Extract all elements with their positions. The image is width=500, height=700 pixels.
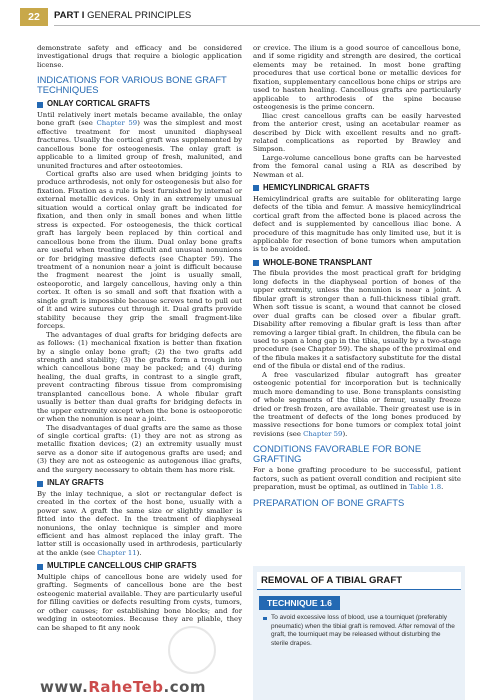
paragraph: Iliac crest cancellous grafts can be easily harvested from the anterior crest, using an acetabular reamer as described by Dick with excellent results and no graft-related complications as reported by Brawley and Simpson. xyxy=(253,111,461,154)
square-bullet-icon xyxy=(253,260,259,266)
paragraph: Cortical grafts also are used when bridging joints to produce arthrodesis, not only for osteogenesis but also for fixation. Fixation as a rule is best furnished by internal or external metallic devices. Only in an extremely unusual situation would a cortical onlay graft be indicated for fixation, and then only in small bones and when little stress is expected. For osteogenesis, the thick cortical graft has largely been replaced by thin cortical and cancellous bone from the ilium. Dual onlay bone grafts are useful when treating difficult and unusual nonunions or for bridging massive defects (see Chapter 59). The treatment of a nonunion near a joint is difficult because the fragment nearest the joint is usually small, osteoporotic, and largely cancellous, having only a thin cortex. It often is so small and soft that fixation with a single graft is impossible because screws tend to pull out of it and wire sutures cut through it. Dual grafts provide stability because they grip the small fragment-like forceps. xyxy=(37,169,242,331)
paragraph: The fibula provides the most practical graft for bridging long defects in the diaphyseal portion of bones of the upper extremity, unless the nonunion is near a joint. A fibular graft is stronger than a full-thickness tibial graft. When soft tissue is scant, a wound that cannot be closed over dual grafts can be closed over a fibular graft. Disability after removing a fibular graft is less than after removing a larger tibial graft. In children, the fibula can be used to span a long gap in the tibia, usually by a two-stage procedure (see Chapter 59). The shape of the proximal end of the fibula makes it a satisfactory substitute for the distal end of the fibula or distal end of the radius. xyxy=(253,269,461,371)
chapter-link[interactable]: Chapter 59 xyxy=(303,429,343,438)
paragraph: or crevice. The ilium is a good source of cancellous bone, and if some rigidity and strength are desired, the cortical elements may be retained. In most bone grafting procedures that use cortical bone or metallic devices for fixation, supplementary cancellous bone chips or strips are used to hasten healing. Cancellous grafts are particularly applicable to arthrodesis of the spine because osteogenesis is the prime concern. xyxy=(253,44,461,112)
chapter-link[interactable]: Chapter 11 xyxy=(97,548,137,557)
paragraph: By the inlay technique, a slot or rectangular defect is created in the cortex of the host bone, usually with a power saw. A graft the same size or slightly smaller is fitted into the defect. In the treatment of diaphyseal nonunions, the onlay technique is simpler and more efficient and has almost replaced the inlay graft. The latter still is occasionally used in arthrodesis, particularly at the ankle (see Chapter 11). xyxy=(37,489,242,557)
section-heading: INDICATIONS FOR VARIOUS BONE GRAFT TECHNIQUES xyxy=(37,74,227,96)
technique-box xyxy=(253,566,465,700)
header-rule xyxy=(54,25,480,26)
subsection-label: MULTIPLE CANCELLOUS CHIP GRAFTS xyxy=(47,561,197,571)
subsection-heading xyxy=(253,184,461,192)
page-number: 22 xyxy=(20,8,48,26)
paragraph: A free vascularized fibular autograft has greater osteogenic potential for incorporation but is technically much more demanding to use. Bone transplants consisting of whole segments of the tibia or femur, usually freeze dried or fresh frozen, are available. Their greatest use is in the treatment of defects of the long bones produced by massive resections for bone tumors or complex total joint revisions (see Chapter 59). xyxy=(253,370,461,438)
square-bullet-icon xyxy=(37,481,43,487)
paragraph: The disadvantages of dual grafts are the same as those of single cortical grafts: (1) they are not as strong as metallic fixation devices; (2) an extremity usually must serve as a donor site if autogenous grafts are used; and (3) they are not as osteogenic as autogenous iliac grafts, and the surgery necessary to obtain them has more risk. xyxy=(37,423,242,474)
paragraph: Until relatively inert metals became available, the onlay bone graft (see Chapter 59) was the simplest and most effective treatment for most ununited diaphyseal fractures. Usually the cortical graft was supplemented by cancellous bone for osteogenesis. The onlay graft is applicable to a limited group of fresh, malunited, and ununited fractures and after osteotomies. xyxy=(37,110,242,170)
subsection-label: WHOLE-BONE TRANSPLANT xyxy=(263,257,373,267)
subsection-heading xyxy=(253,259,461,267)
technique-box-title: REMOVAL OF A TIBIAL GRAFT xyxy=(257,572,461,590)
subsection-heading xyxy=(37,562,242,570)
part-number: PART I xyxy=(54,10,85,21)
subsection-label: ONLAY CORTICAL GRAFTS xyxy=(47,99,150,109)
left-column xyxy=(37,44,242,632)
subsection-label: HEMICYLINDRICAL GRAFTS xyxy=(263,183,370,193)
subsection-heading xyxy=(37,479,242,487)
paragraph: For a bone grafting procedure to be successful, patient factors, such as patient overall condition and recipient site preparation, must be optimal, as outlined in Table 1.8. xyxy=(253,466,461,492)
part-title: GENERAL PRINCIPLES xyxy=(87,10,192,21)
square-bullet-icon xyxy=(37,564,43,570)
watermark-logo-icon xyxy=(168,626,216,674)
technique-tag: TECHNIQUE 1.6 xyxy=(259,596,340,610)
square-bullet-icon xyxy=(253,185,259,191)
section-heading: PREPARATION OF BONE GRAFTS xyxy=(253,496,405,508)
table-link[interactable]: Table 1.8 xyxy=(409,483,442,492)
technique-step: To avoid excessive loss of blood, use a tourniquet (preferably pneumatic) when the tibial graft is removed. After removal of the graft, the tourniquet may be released without disturbing the sterile drapes. xyxy=(263,614,455,648)
square-bullet-icon xyxy=(37,102,43,108)
chapter-link[interactable]: Chapter 59 xyxy=(96,119,138,128)
page-header xyxy=(0,0,500,30)
subsection-label: INLAY GRAFTS xyxy=(47,478,104,488)
paragraph: Multiple chips of cancellous bone are widely used for grafting. Segments of cancellous bone are the best osteogenic material available. They are particularly useful for filling cavities or defects resulting from cysts, tumors, or other causes; for establishing bone blocks; and for wedging in osteotomies. Because they are pliable, they can be shaped to fit any nook xyxy=(37,572,242,632)
right-column xyxy=(253,44,461,510)
paragraph: Hemicylindrical grafts are suitable for obliterating large defects of the tibia and femur. A massive hemicylindrical cortical graft from the affected bone is placed across the defect and is supplemented by cancellous iliac bone. A procedure of this magnitude has only limited use, but it is applicable for resection of bone tumors when amputation is to be avoided. xyxy=(253,194,461,254)
technique-steps xyxy=(263,614,455,648)
subsection-heading xyxy=(37,100,242,108)
running-head xyxy=(54,10,191,21)
paragraph: Large-volume cancellous bone grafts can be harvested from the femoral canal using a RIA as described by Newman et al. xyxy=(253,153,461,179)
watermark: www.RaheTeb.com xyxy=(40,678,207,696)
paragraph: demonstrate safety and efficacy and be considered investigational drugs that require a biologic application license. xyxy=(37,44,242,69)
paragraph: The advantages of dual grafts for bridging defects are as follows: (1) mechanical fixation is better than fixation by a single onlay bone graft; (2) the two grafts add strength and stability; (3) the grafts form a trough into which cancellous bone may be packed; and (4) during healing, the dual grafts, in contrast to a single graft, prevent contracting fibrous tissue from compromising transplanted cancellous bone. A whole fibular graft usually is better than dual grafts for bridging defects in the upper extremity except when the bone is osteoporotic or when the nonunion is near a joint. xyxy=(37,330,242,424)
section-heading: CONDITIONS FAVORABLE FOR BONE GRAFTING xyxy=(253,443,422,465)
